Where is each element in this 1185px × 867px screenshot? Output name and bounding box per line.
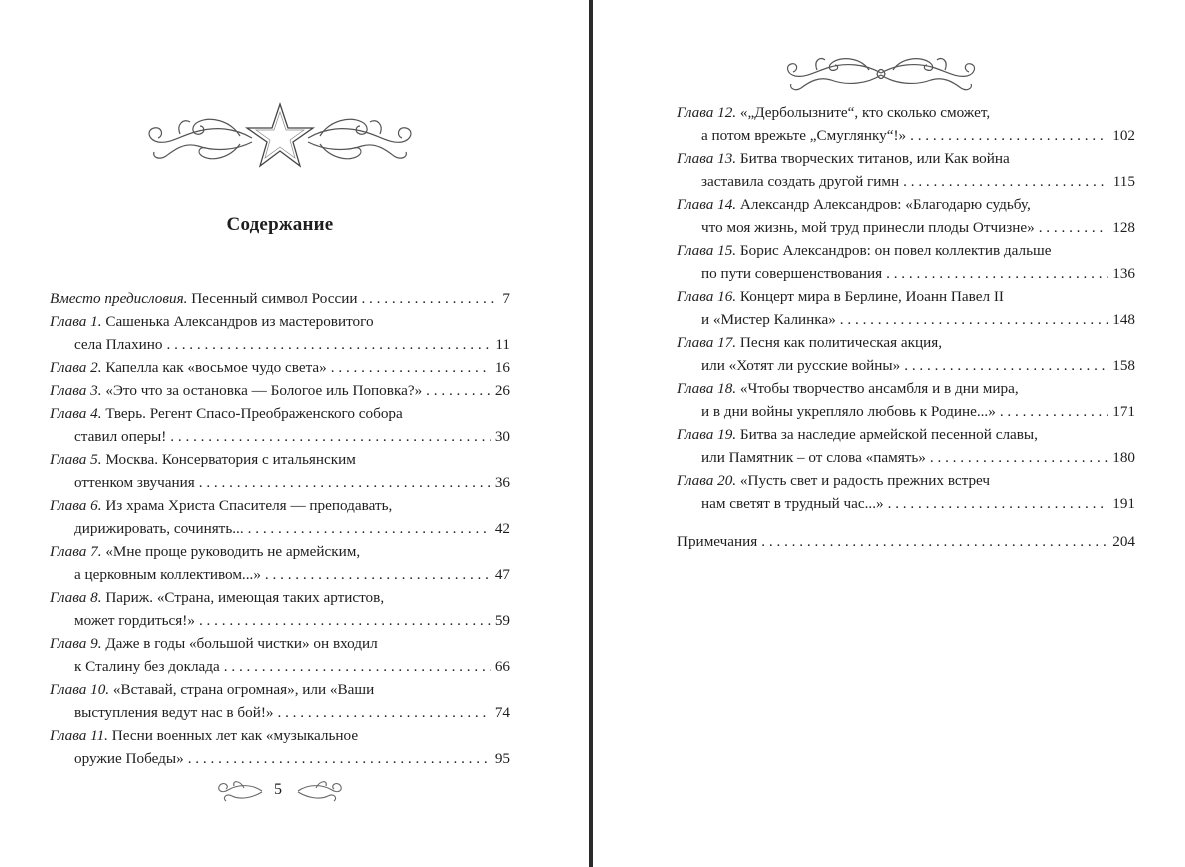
toc-entry[interactable] [677,331,1135,377]
leader-dots [361,287,498,310]
page-ref: 158 [1112,357,1135,374]
leader-dots [167,333,492,356]
toc-entry-line [677,239,1135,262]
leader-dots [248,517,491,540]
toc-entry[interactable] [50,379,510,402]
chapter-label: Глава 11. [50,727,108,744]
chapter-title: или «Хотят ли русские войны» [701,357,901,374]
chapter-title: «Это что за остановка — Бологое иль Поповка?» [105,382,423,399]
toc-entry-line [677,469,1135,492]
toc-entry-line-cont [50,333,510,356]
chapter-title: «„Дерболызните“, кто сколько сможет, [739,104,991,121]
chapter-title: Песни военных лет как «музыкальное [111,727,359,744]
page-ref: 136 [1112,265,1135,282]
toc-entry[interactable] [50,287,510,310]
page-ref: 180 [1112,449,1135,466]
toc-entry[interactable] [677,469,1135,515]
toc-entry-line-cont [677,262,1135,285]
chapter-label: Глава 15. [677,242,737,259]
toc-entry-line-cont [50,655,510,678]
chapter-title: Тверь. Регент Спасо-Преображенского собора [105,405,403,422]
chapter-title: ставил оперы! [74,428,167,445]
chapter-title: Москва. Консерватория с итальянским [105,451,356,468]
chapter-label: Глава 5. [50,451,102,468]
toc-entry-line [50,586,510,609]
chapter-title: дирижировать, сочинять... [74,520,244,537]
toc-entry-line-cont [50,425,510,448]
toc-entry-line [677,331,1135,354]
toc-entry-line-cont [677,124,1135,147]
page-ref: 36 [494,474,510,491]
chapter-title: оттенком звучания [74,474,195,491]
leader-dots [1000,400,1108,423]
notes-page: 204 [1112,533,1135,550]
chapter-title: а церковным коллективом...» [74,566,261,583]
chapter-label: Глава 16. [677,288,737,305]
toc-entry[interactable] [677,377,1135,423]
chapter-title: и в дни войны укрепляло любовь к Родине...» [701,403,996,420]
leader-dots [886,262,1108,285]
toc-entry-line-cont [677,400,1135,423]
toc-entry-line-cont [677,216,1135,239]
chapter-title: Париж. «Страна, имеющая таких артистов, [105,589,385,606]
leader-dots [265,563,491,586]
toc-entry[interactable] [677,147,1135,193]
page-ref: 7 [502,290,510,307]
leader-dots [903,170,1109,193]
chapter-label: Глава 3. [50,382,102,399]
page-ref: 115 [1112,173,1135,190]
toc-entry-line [50,379,510,402]
toc-entry-line [677,193,1135,216]
star-ornament-icon [140,98,420,170]
chapter-title: по пути совершенствования [701,265,883,282]
toc-entry-line [50,356,510,379]
leader-dots [426,379,491,402]
page-ref: 74 [494,704,510,721]
toc-entry-line-cont [677,354,1135,377]
left-page [0,0,589,867]
toc-entry-line [677,147,1135,170]
chapter-title: Из храма Христа Спасителя — преподавать, [105,497,393,514]
toc-entry-line-cont [677,308,1135,331]
chapter-title: «Чтобы творчество ансамбля и в дни мира, [739,380,1019,397]
chapter-title: Битва за наследие армейской песенной славы, [739,426,1038,443]
page-ref: 95 [494,750,510,767]
chapter-title: нам светят в трудный час...» [701,495,884,512]
toc-entry-line-cont [50,471,510,494]
toc-entry-line-cont [50,701,510,724]
toc-entry[interactable] [50,724,510,770]
page-ref: 191 [1112,495,1135,512]
chapter-title: оружие Победы» [74,750,184,767]
page-ref: 128 [1112,219,1135,236]
chapter-title: села Плахино [74,336,163,353]
toc-entry[interactable] [50,356,510,379]
toc-entry-line-cont [677,492,1135,515]
toc-entry-line-cont [50,517,510,540]
toc-entry[interactable] [677,193,1135,239]
chapter-title: что моя жизнь, мой труд принесли плоды Отчизне» [701,219,1035,236]
toc-entry-line-cont [677,170,1135,193]
chapter-title: Концерт мира в Берлине, Иоанн Павел II [739,288,1004,305]
toc-entry-line-cont [50,747,510,770]
toc-entry-line-cont [677,446,1135,469]
chapter-title: «Вставай, страна огромная», или «Ваши [112,681,375,698]
page-ref: 42 [494,520,510,537]
chapter-title: может гордиться!» [74,612,195,629]
toc-entry[interactable] [50,310,510,356]
page-ref: 16 [494,359,510,376]
chapter-label: Глава 7. [50,543,102,560]
chapter-label: Глава 2. [50,359,102,376]
chapter-title: и «Мистер Калинка» [701,311,836,328]
chapter-title: Даже в годы «большой чистки» он входил [105,635,378,652]
chapter-label: Глава 12. [677,104,737,121]
toc-entry-line [677,377,1135,400]
toc-entry-line [50,632,510,655]
toc-notes-entry[interactable] [677,530,1135,553]
toc-entry-line [50,402,510,425]
chapter-label: Глава 8. [50,589,102,606]
toc-entry-line [50,724,510,747]
toc-entry-line [50,287,510,310]
toc-entry[interactable] [677,101,1135,147]
chapter-label: Глава 6. [50,497,102,514]
chapter-title: Сашенька Александров из мастеровитого [105,313,374,330]
leader-dots [910,124,1108,147]
page-ref: 47 [494,566,510,583]
chapter-title: «Мне проще руководить не армейским, [105,543,361,560]
chapter-title: к Сталину без доклада [74,658,220,675]
scroll-ornament-icon [781,48,981,98]
toc-entry-line [677,285,1135,308]
chapter-label: Глава 13. [677,150,737,167]
page-ref: 102 [1112,127,1135,144]
toc-entry-line [50,310,510,333]
page-ref: 59 [494,612,510,629]
chapter-title: Борис Александров: он повел коллектив дальше [739,242,1052,259]
page-ref: 171 [1112,403,1135,420]
chapter-label: Глава 20. [677,472,737,489]
toc-heading: Содержание [226,214,334,235]
toc-list-left [50,287,510,770]
page-ref: 11 [495,336,510,353]
toc-entry[interactable] [50,540,510,586]
chapter-label: Глава 18. [677,380,737,397]
toc-entry-line-cont [50,609,510,632]
leader-dots [888,492,1109,515]
leader-dots [331,356,491,379]
toc-entry-line-cont [50,563,510,586]
toc-entry-line [50,540,510,563]
leader-dots [199,471,491,494]
flourish-right-icon [296,776,346,806]
leader-dots [761,530,1108,553]
toc-list-right [677,101,1135,515]
leader-dots [188,747,491,770]
flourish-left-icon [214,776,264,806]
right-page [593,0,1185,867]
chapter-label: Глава 14. [677,196,737,213]
chapter-title: Песня как политическая акция, [739,334,943,351]
chapter-label: Глава 10. [50,681,110,698]
page-number: 5 [274,781,282,798]
leader-dots [170,425,491,448]
toc-entry[interactable] [50,586,510,632]
leader-dots [840,308,1108,331]
toc-entry[interactable] [677,239,1135,285]
leader-dots [199,609,491,632]
chapter-title: «Пусть свет и радость прежних встреч [739,472,991,489]
leader-dots [1039,216,1109,239]
toc-entry[interactable] [677,423,1135,469]
toc-entry[interactable] [50,494,510,540]
toc-entry[interactable] [50,402,510,448]
toc-entry[interactable] [677,285,1135,331]
leader-dots [930,446,1108,469]
toc-entry[interactable] [50,632,510,678]
chapter-label: Глава 9. [50,635,102,652]
leader-dots [277,701,490,724]
chapter-title: а потом врежьте „Смуглянку“!» [701,127,907,144]
toc-entry[interactable] [50,448,510,494]
page-ref: 26 [494,382,510,399]
notes-label: Примечания [677,533,758,550]
chapter-title: Александр Александров: «Благодарю судьбу, [739,196,1031,213]
chapter-title: Песенный символ России [191,290,358,307]
chapter-title: или Памятник – от слова «память» [701,449,926,466]
chapter-title: Битва творческих титанов, или Как война [739,150,1010,167]
leader-dots [224,655,491,678]
toc-entry[interactable] [50,678,510,724]
chapter-label: Глава 4. [50,405,102,422]
page-ref: 30 [494,428,510,445]
chapter-label: Глава 1. [50,313,102,330]
chapter-title: выступления ведут нас в бой!» [74,704,274,721]
page-ref: 148 [1112,311,1135,328]
chapter-title: Капелла как «восьмое чудо света» [105,359,327,376]
chapter-label: Вместо предисловия. [50,290,188,307]
toc-entry-line [50,448,510,471]
chapter-label: Глава 17. [677,334,737,351]
toc-entry-line [50,678,510,701]
toc-entry-line [50,494,510,517]
chapter-label: Глава 19. [677,426,737,443]
page-ref: 66 [494,658,510,675]
toc-entry-line [677,423,1135,446]
toc-entry-line [677,101,1135,124]
leader-dots [904,354,1108,377]
chapter-title: заставила создать другой гимн [701,173,900,190]
